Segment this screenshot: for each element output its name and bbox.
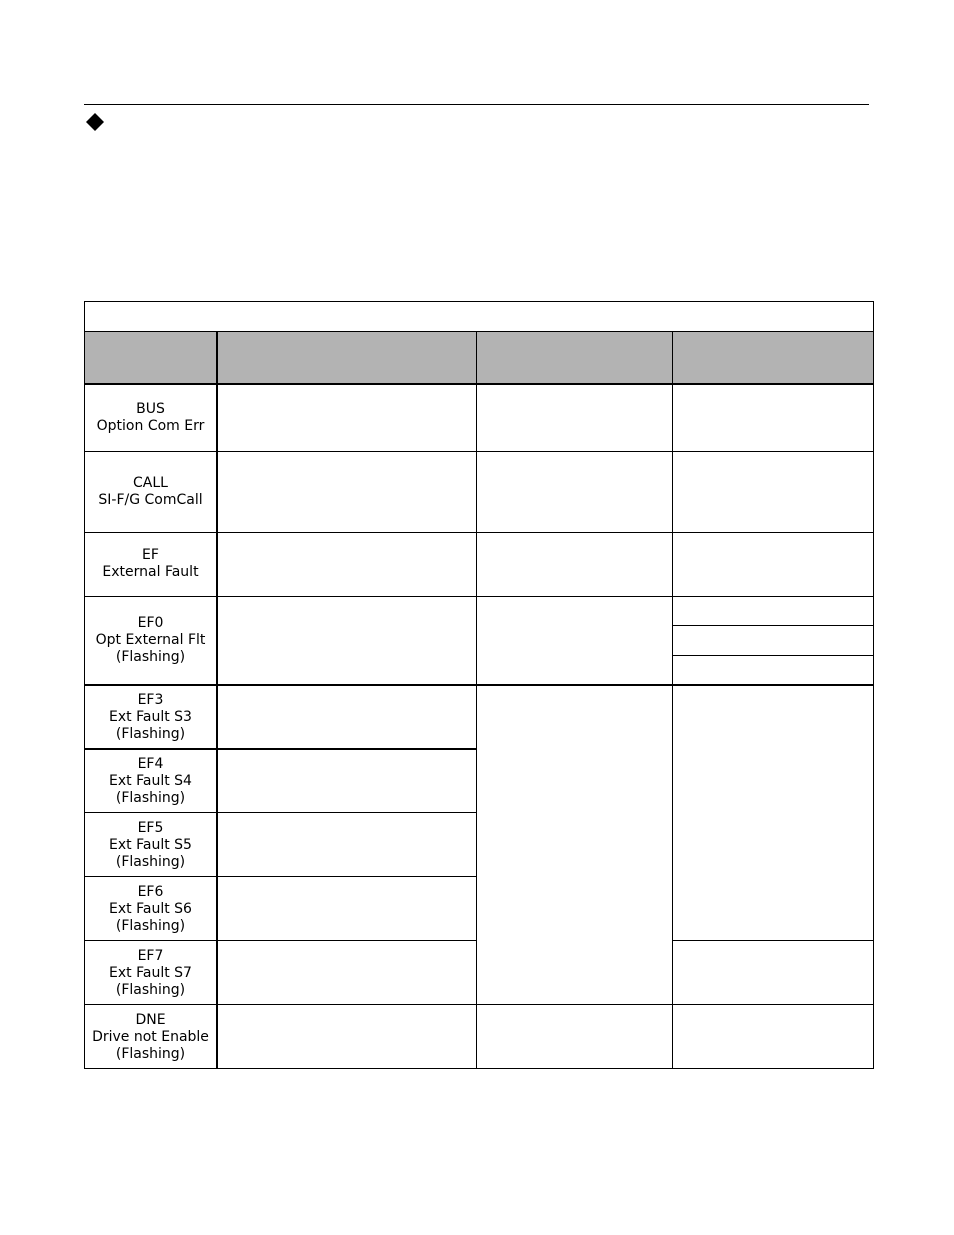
header-cell-3 xyxy=(476,331,672,384)
table-row xyxy=(84,941,217,1005)
fault-name: Ext Fault S4 xyxy=(109,772,192,789)
fault-flashing: (Flashing) xyxy=(115,649,186,665)
divider xyxy=(672,625,874,626)
fault-name: Ext Fault S7 xyxy=(109,964,192,981)
table-row xyxy=(84,384,217,451)
fault-code: EF7 xyxy=(137,947,164,964)
table-border-top xyxy=(84,301,874,302)
fault-flashing: (Flashing) xyxy=(115,725,186,742)
table-row xyxy=(84,813,217,877)
header-rule xyxy=(84,104,869,105)
divider xyxy=(84,1004,874,1005)
fault-flashing: (Flashing) xyxy=(115,789,186,806)
fault-code: EF xyxy=(142,547,159,563)
fault-name: Opt External Flt xyxy=(95,632,206,648)
fault-name: Ext Fault S5 xyxy=(109,836,192,853)
divider xyxy=(84,596,874,597)
fault-code: EF3 xyxy=(137,691,164,708)
column-divider xyxy=(216,331,218,1069)
divider xyxy=(84,940,476,941)
table-row xyxy=(84,451,217,532)
divider xyxy=(84,684,874,686)
header-cell-1 xyxy=(84,331,217,384)
divider xyxy=(84,383,874,385)
fault-code: EF4 xyxy=(137,755,164,772)
fault-code: EF0 xyxy=(137,615,164,631)
header-cell-4 xyxy=(672,331,874,384)
fault-code: DNE xyxy=(135,1011,166,1028)
divider xyxy=(84,532,874,533)
fault-flashing: (Flashing) xyxy=(115,917,186,934)
fault-code: EF6 xyxy=(137,883,164,900)
table-row xyxy=(84,1005,217,1069)
column-divider xyxy=(476,331,477,1069)
fault-flashing: (Flashing) xyxy=(115,981,186,998)
divider xyxy=(84,748,476,750)
column-divider xyxy=(672,331,673,1069)
table-row xyxy=(84,685,217,749)
fault-name: Drive not Enable xyxy=(92,1028,209,1045)
fault-flashing: (Flashing) xyxy=(115,853,186,870)
fault-name: External Fault xyxy=(102,564,199,580)
fault-name: Ext Fault S6 xyxy=(109,900,192,917)
table-row xyxy=(84,532,217,596)
table-row xyxy=(84,877,217,941)
fault-name: SI-F/G ComCall xyxy=(98,491,203,508)
table-row xyxy=(84,596,217,685)
diamond-bullet-icon xyxy=(86,113,104,131)
table-border-bottom xyxy=(84,1068,874,1069)
fault-table xyxy=(84,301,874,1069)
header-cell-2 xyxy=(217,331,476,384)
fault-name: Ext Fault S3 xyxy=(109,708,192,725)
divider xyxy=(672,940,874,941)
divider xyxy=(84,876,476,877)
fault-code: CALL xyxy=(133,474,168,491)
fault-name: Option Com Err xyxy=(96,417,205,434)
table-row xyxy=(84,749,217,813)
divider xyxy=(84,331,874,332)
divider xyxy=(84,812,476,813)
fault-code: BUS xyxy=(136,400,165,417)
fault-code: EF5 xyxy=(137,819,164,836)
fault-flashing: (Flashing) xyxy=(115,1045,186,1062)
divider xyxy=(672,655,874,656)
divider xyxy=(84,451,874,452)
